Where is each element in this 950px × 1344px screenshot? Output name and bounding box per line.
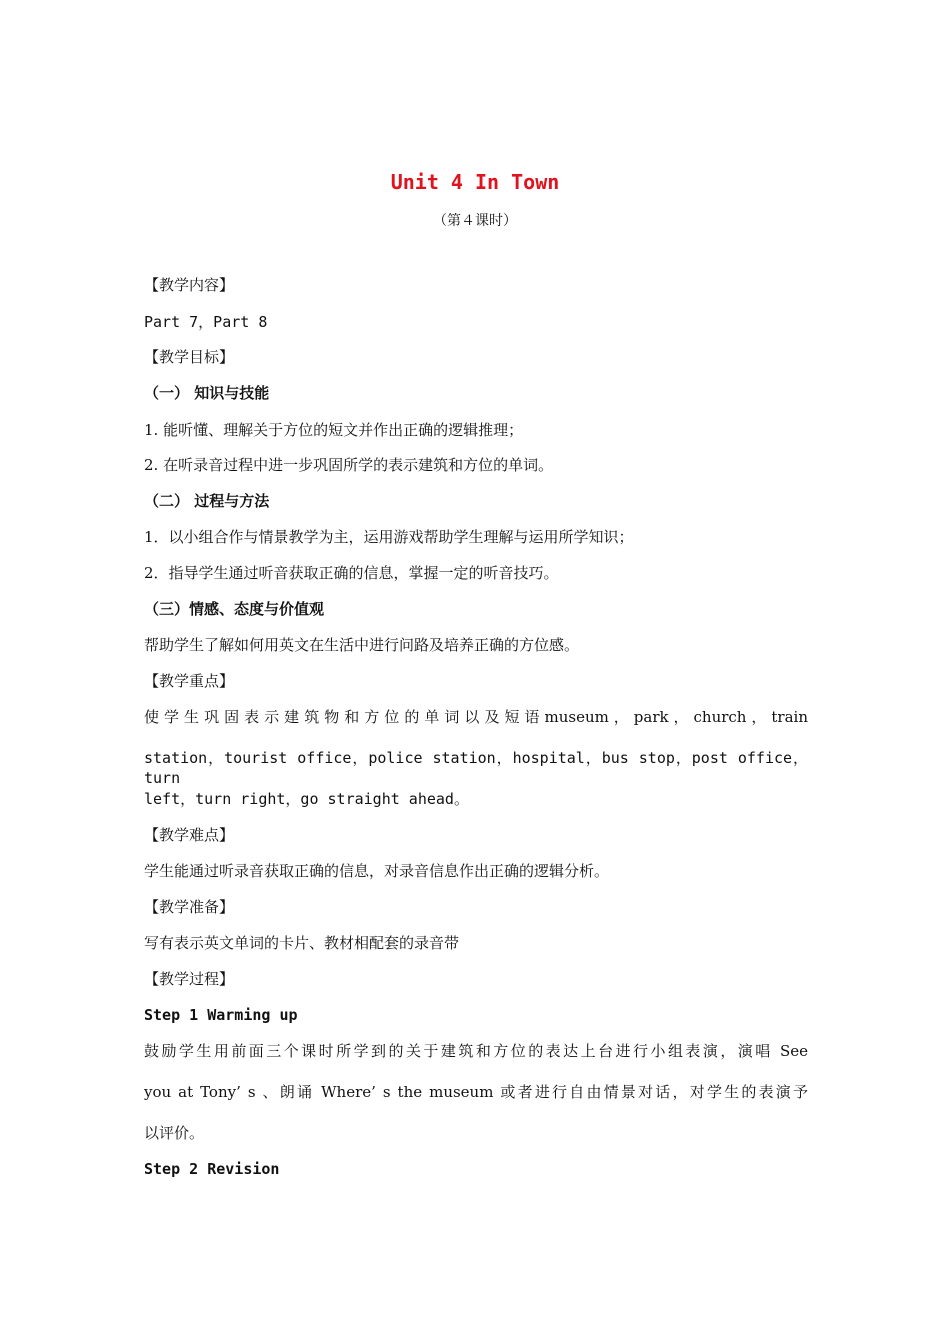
key-points-line-2: station，tourist office，police station，hospital，bus stop，post office，turn xyxy=(144,749,808,787)
attitude-text: 帮助学生了解如何用英文在生活中进行问路及培养正确的方位感。 xyxy=(144,636,580,654)
section-heading-objectives: 【教学目标】 xyxy=(144,348,235,366)
knowledge-item-1: 1. 能听懂、理解关于方位的短文并作出正确的逻辑推理； xyxy=(144,421,524,439)
step-2-heading: Step 2 Revision xyxy=(144,1160,280,1178)
step-1-line-2: you at Tony’ s 、朗诵 Where’ s the museum 或者进行自由情景对话，对学生的表演予 xyxy=(144,1083,808,1101)
subsection-heading-knowledge: （一） 知识与技能 xyxy=(144,384,270,402)
subsection-heading-process: （二） 过程与方法 xyxy=(144,492,270,510)
section-heading-procedure: 【教学过程】 xyxy=(144,970,235,988)
preparation-text: 写有表示英文单词的卡片、教材相配套的录音带 xyxy=(144,934,460,952)
difficulty-text: 学生能通过听录音获取正确的信息，对录音信息作出正确的逻辑分析。 xyxy=(144,862,610,880)
key-points-line-3: left，turn right，go straight ahead。 xyxy=(144,790,469,808)
knowledge-item-2: 2. 在听录音过程中进一步巩固所学的表示建筑和方位的单词。 xyxy=(144,456,554,474)
section-heading-key-points: 【教学重点】 xyxy=(144,672,235,690)
key-points-line-1: 使 学 生 巩 固 表 示 建 筑 物 和 方 位 的 单 词 以 及 短 语 museum ， park ， church ， train xyxy=(144,708,808,726)
section-heading-content: 【教学内容】 xyxy=(144,276,235,294)
lesson-number: （第４课时） xyxy=(433,213,517,229)
step-1-line-1: 鼓励学生用前面三个课时所学到的关于建筑和方位的表达上台进行小组表演，演唱 See xyxy=(144,1042,808,1060)
document-title: Unit 4 In Town xyxy=(390,170,560,194)
section-heading-preparation: 【教学准备】 xyxy=(144,898,235,916)
step-1-heading: Step 1 Warming up xyxy=(144,1006,298,1024)
subsection-heading-attitude: （三）情感、态度与价值观 xyxy=(144,600,325,618)
process-item-1: 1．以小组合作与情景教学为主，运用游戏帮助学生理解与运用所学知识； xyxy=(144,528,634,546)
step-1-line-3: 以评价。 xyxy=(144,1124,205,1142)
content-text: Part 7，Part 8 xyxy=(144,313,268,331)
section-heading-difficulty: 【教学难点】 xyxy=(144,826,235,844)
process-item-2: 2．指导学生通过听音获取正确的信息，掌握一定的听音技巧。 xyxy=(144,564,559,582)
